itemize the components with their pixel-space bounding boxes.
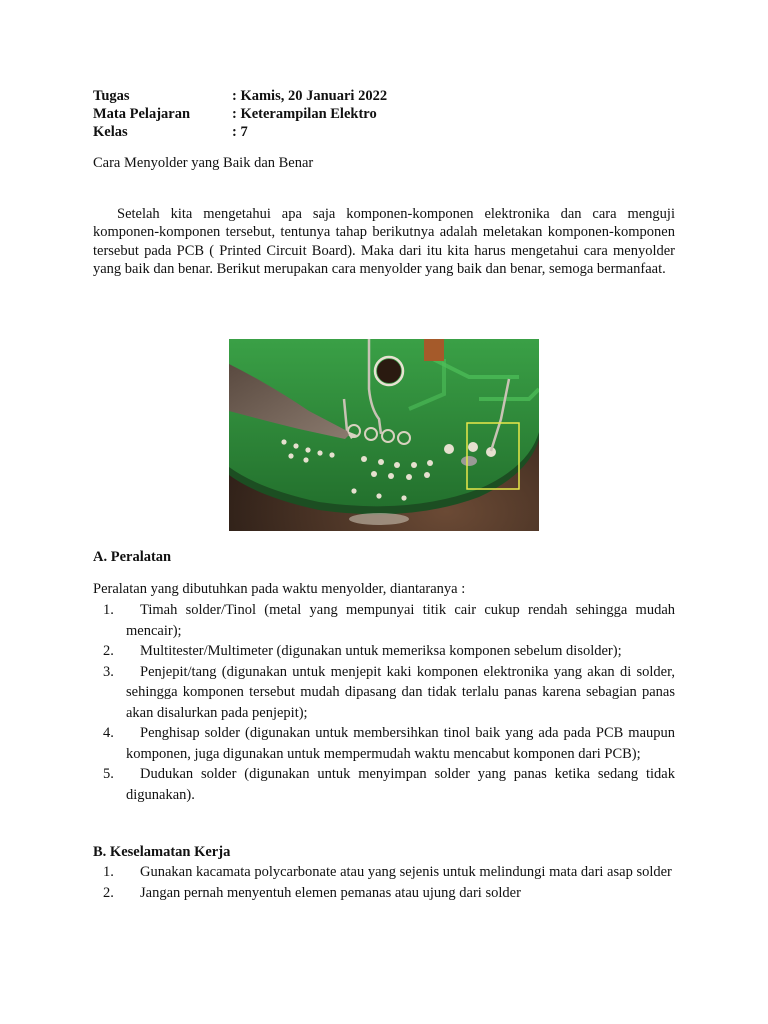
section-heading-peralatan: A. Peralatan [93, 549, 172, 565]
header-value: : 7 [232, 124, 248, 140]
list-text: Dudukan solder (digunakan untuk menyimpan solder yang panas ketika sedang tidak digunakan). [126, 766, 675, 803]
list-text: Multitester/Multimeter (digunakan untuk memeriksa komponen sebelum disolder); [140, 643, 622, 659]
assignment-header [93, 87, 387, 141]
safety-list [93, 862, 675, 903]
list-text: Gunakan kacamata polycarbonate atau yang sejenis untuk melindungi mata dari asap solder [140, 864, 672, 880]
list-number: 2. [103, 884, 114, 901]
header-label: Tugas [93, 88, 130, 104]
list-number: 1. [103, 864, 114, 880]
list-number: 3. [103, 663, 114, 680]
header-row-tugas [93, 87, 387, 105]
list-item [93, 600, 675, 641]
list-text: Penghisap solder (digunakan untuk membersihkan tinol baik yang ada pada PCB maupun komponen, juga digunakan untuk mempermudah waktu mencabut komponen dari PCB); [126, 725, 675, 762]
list-item [93, 641, 675, 662]
header-value: : Kamis, 20 Januari 2022 [232, 88, 388, 104]
tools-list [93, 600, 675, 805]
header-label: Kelas [93, 124, 128, 140]
header-row-kelas [93, 123, 387, 141]
list-item [93, 883, 675, 904]
list-text: Timah solder/Tinol (metal yang mempunyai titik cair cukup rendah sehingga mudah mencair); [126, 602, 675, 639]
document-title: Cara Menyolder yang Baik dan Benar [93, 155, 314, 171]
list-text: Jangan pernah menyentuh elemen pemanas atau ujung dari solder [140, 884, 521, 901]
header-row-mata-pelajaran [93, 105, 387, 123]
list-item [93, 764, 675, 805]
list-number: 1. [103, 602, 114, 618]
list-text: Penjepit/tang (digunakan untuk menjepit kaki komponen elektronika yang akan di solder, sehingga komponen tersebut mudah dipasang dan tidak terlalu panas karena sebagian panas akan disalurkan pada penjepit); [126, 663, 675, 721]
list-number: 5. [103, 766, 114, 782]
list-number: 4. [103, 725, 114, 741]
list-item [93, 723, 675, 764]
section-heading-keselamatan-kerja: B. Keselamatan Kerja [93, 844, 231, 860]
header-value: : Keterampilan Elektro [232, 106, 377, 122]
tools-intro: Peralatan yang dibutuhkan pada waktu menyolder, diantaranya : [93, 581, 466, 597]
list-number: 2. [103, 643, 114, 659]
soldering-photo [229, 339, 539, 531]
list-item [93, 662, 675, 724]
list-item [93, 862, 675, 883]
intro-paragraph: Setelah kita mengetahui apa saja komponen-komponen elektronika dan cara menguji komponen-komponen tersebut, tentunya tahap berikutnya adalah meletakan komponen-komponen tersebut pada PCB ( Printed Circuit Board). Maka dari itu kita harus mengetahui cara menyolder yang baik dan benar. Berikut merupakan cara menyolder yang baik dan benar, semoga bermanfaat. [93, 206, 675, 278]
header-label: Mata Pelajaran [93, 106, 191, 122]
